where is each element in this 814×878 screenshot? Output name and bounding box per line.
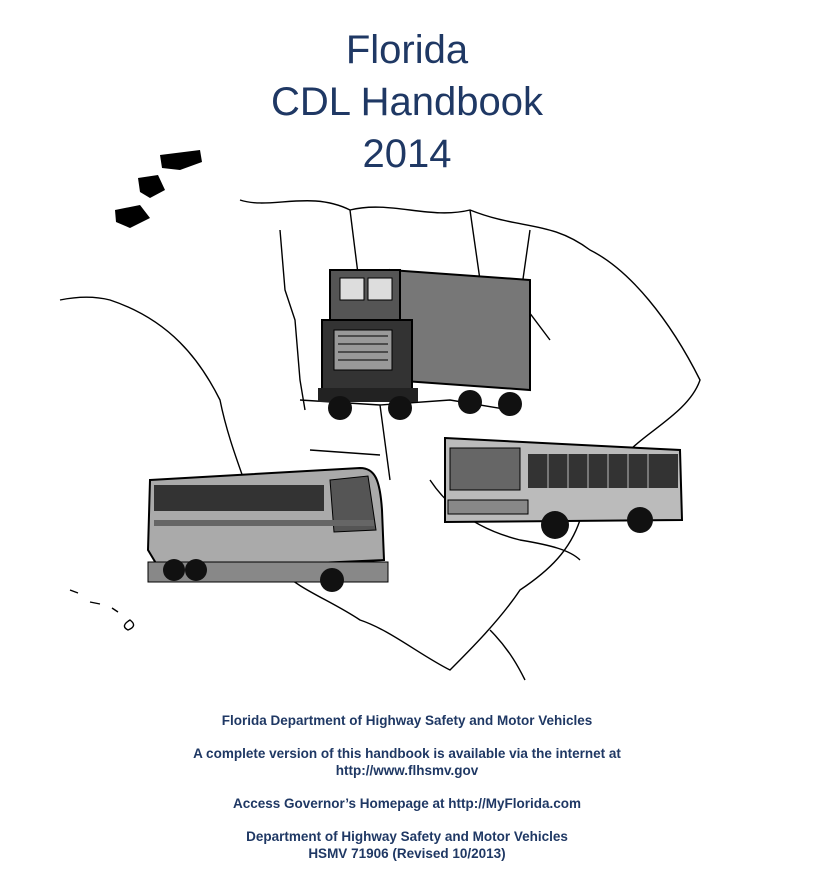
title-handbook: CDL Handbook (270, 80, 543, 124)
tour-bus-icon (148, 468, 388, 592)
publisher-block (0, 828, 814, 862)
cover-illustration (50, 150, 730, 690)
title-state: Florida (345, 28, 469, 72)
online-text: A complete version of this handbook is available via the internet at (193, 746, 621, 761)
online-availability (0, 745, 814, 779)
agency-name: Florida Department of Highway Safety and Motor Vehicles (221, 713, 593, 728)
semi-truck-icon (318, 270, 530, 420)
school-bus-icon (445, 438, 682, 539)
title-year: 2014 (362, 132, 452, 176)
arctic-islands-icon (115, 150, 202, 228)
publisher-dept: Department of Highway Safety and Motor Vehicles (246, 829, 568, 844)
cover-footer (0, 712, 814, 878)
flhsmv-link[interactable]: http://www.flhsmv.gov (335, 763, 479, 778)
governor-homepage[interactable]: Access Governor’s Homepage at http://MyFlorida.com (232, 796, 582, 811)
form-number: HSMV 71906 (Revised 10/2013) (308, 846, 506, 861)
